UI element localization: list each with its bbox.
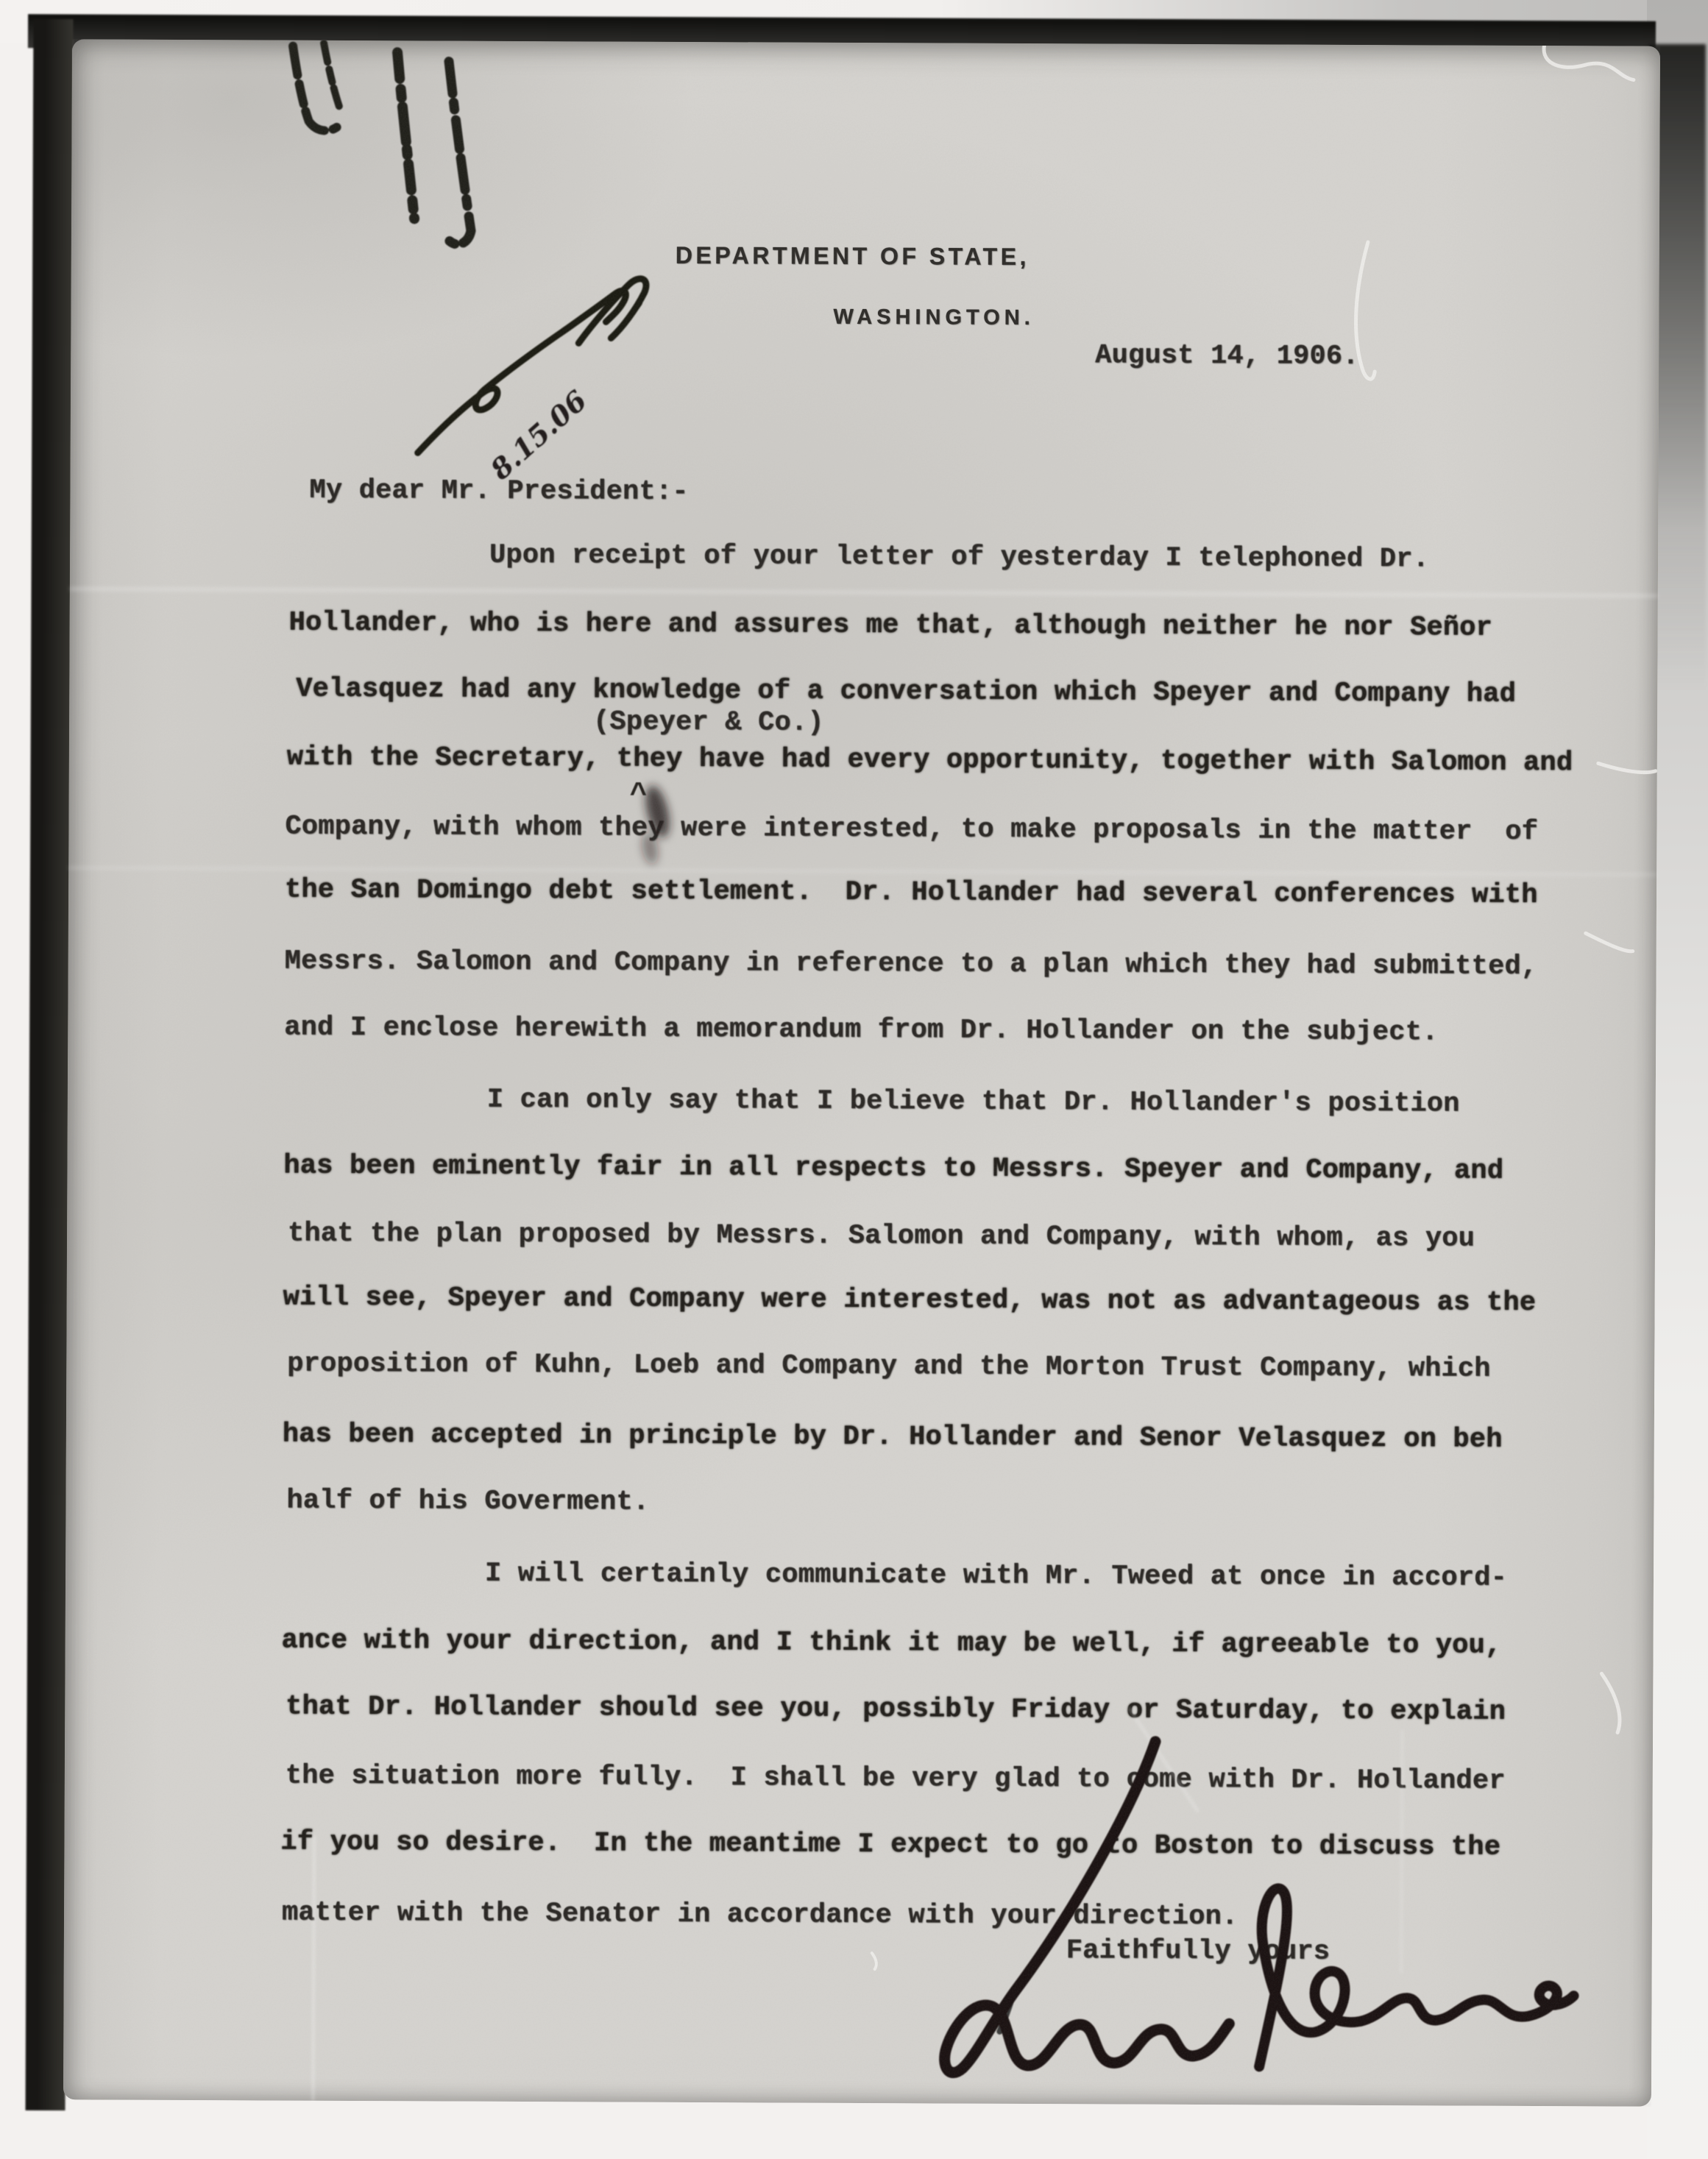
letter-sheet [63,39,1660,2106]
ink-and-artifact-overlay [63,39,1660,2106]
film-grain-texture [63,39,1660,2106]
